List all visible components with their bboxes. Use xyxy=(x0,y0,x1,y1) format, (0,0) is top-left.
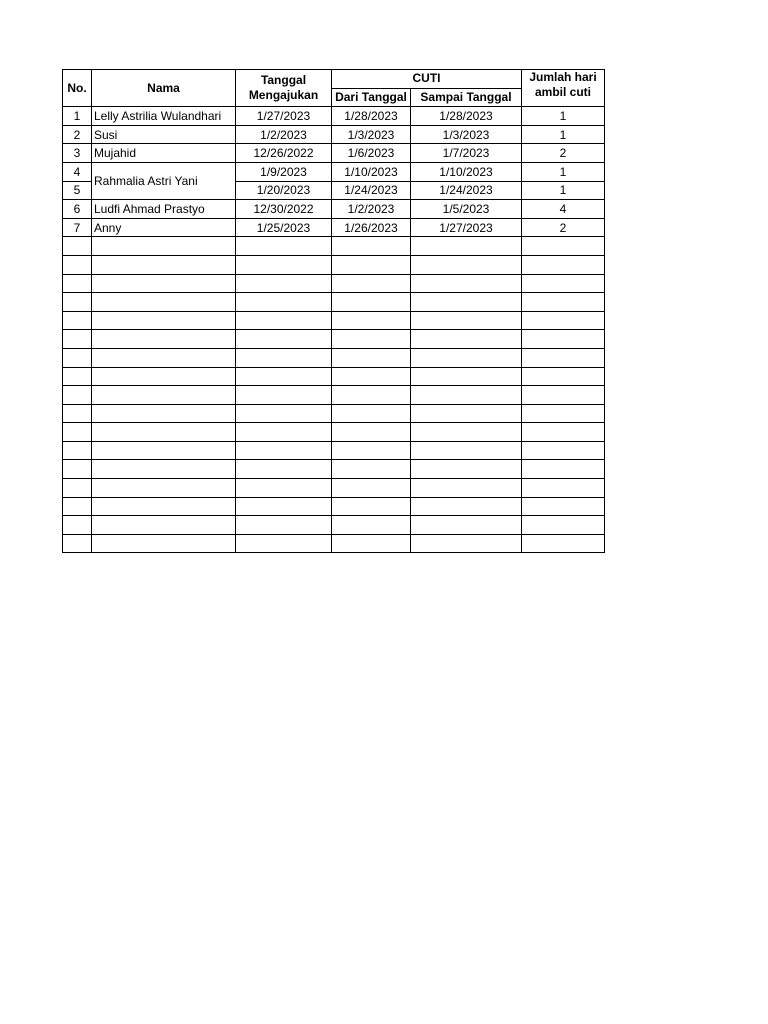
empty-cell[interactable] xyxy=(92,534,236,553)
empty-cell[interactable] xyxy=(522,330,605,349)
cell-tanggal[interactable]: 12/26/2022 xyxy=(236,144,332,163)
empty-row xyxy=(63,534,605,553)
empty-cell[interactable] xyxy=(411,534,522,553)
empty-cell[interactable] xyxy=(236,311,332,330)
table-row xyxy=(63,200,605,219)
cell-jumlah[interactable]: 4 xyxy=(522,200,605,219)
cell-tanggal[interactable]: 1/9/2023 xyxy=(236,162,332,181)
cell-no[interactable]: 3 xyxy=(63,144,92,163)
cell-jumlah[interactable]: 2 xyxy=(522,218,605,237)
empty-cell[interactable] xyxy=(522,311,605,330)
empty-cell[interactable] xyxy=(63,386,92,405)
leave-record-sheet xyxy=(62,69,605,553)
empty-cell[interactable] xyxy=(522,423,605,442)
empty-cell[interactable] xyxy=(411,348,522,367)
table-row xyxy=(63,162,605,181)
cell-dari[interactable]: 1/28/2023 xyxy=(332,107,411,126)
table-row xyxy=(63,218,605,237)
cell-dari[interactable]: 1/10/2023 xyxy=(332,162,411,181)
empty-cell[interactable] xyxy=(522,479,605,498)
empty-cell[interactable] xyxy=(92,367,236,386)
cell-dari[interactable]: 1/24/2023 xyxy=(332,181,411,200)
empty-cell[interactable] xyxy=(92,293,236,312)
header-jumlah-hari[interactable] xyxy=(522,70,605,107)
cell-tanggal[interactable]: 1/2/2023 xyxy=(236,125,332,144)
leave-table xyxy=(62,69,605,553)
cell-nama[interactable]: Mujahid xyxy=(92,144,236,163)
empty-cell[interactable] xyxy=(522,441,605,460)
cell-nama[interactable]: Rahmalia Astri Yani xyxy=(92,162,236,199)
empty-cell[interactable] xyxy=(522,237,605,256)
header-tanggal-line2: Mengajukan xyxy=(248,88,319,103)
empty-cell[interactable] xyxy=(63,460,92,479)
empty-cell[interactable] xyxy=(411,460,522,479)
cell-dari[interactable]: 1/26/2023 xyxy=(332,218,411,237)
empty-cell[interactable] xyxy=(522,404,605,423)
empty-cell[interactable] xyxy=(63,255,92,274)
empty-cell[interactable] xyxy=(332,348,411,367)
empty-cell[interactable] xyxy=(63,311,92,330)
empty-cell[interactable] xyxy=(411,497,522,516)
empty-cell[interactable] xyxy=(92,404,236,423)
empty-cell[interactable] xyxy=(332,479,411,498)
table-row xyxy=(63,144,605,163)
cell-nama[interactable]: Ludfi Ahmad Prastyo xyxy=(92,200,236,219)
empty-cell[interactable] xyxy=(63,479,92,498)
header-tanggal-line1: Tanggal xyxy=(260,73,307,88)
cell-sampai[interactable]: 1/24/2023 xyxy=(411,181,522,200)
empty-cell[interactable] xyxy=(63,534,92,553)
cell-nama[interactable]: Lelly Astrilia Wulandhari xyxy=(92,107,236,126)
cell-dari[interactable]: 1/2/2023 xyxy=(332,200,411,219)
empty-row xyxy=(63,237,605,256)
header-nama[interactable]: Nama xyxy=(92,70,236,107)
empty-cell[interactable] xyxy=(236,516,332,535)
table-row xyxy=(63,107,605,126)
empty-row xyxy=(63,348,605,367)
cell-nama[interactable]: Susi xyxy=(92,125,236,144)
empty-cell[interactable] xyxy=(92,311,236,330)
cell-sampai[interactable]: 1/10/2023 xyxy=(411,162,522,181)
empty-cell[interactable] xyxy=(332,497,411,516)
empty-cell[interactable] xyxy=(411,293,522,312)
cell-dari[interactable]: 1/6/2023 xyxy=(332,144,411,163)
empty-cell[interactable] xyxy=(236,274,332,293)
empty-cell[interactable] xyxy=(411,441,522,460)
cell-jumlah[interactable]: 2 xyxy=(522,144,605,163)
empty-cell[interactable] xyxy=(63,274,92,293)
cell-tanggal[interactable]: 1/20/2023 xyxy=(236,181,332,200)
empty-cell[interactable] xyxy=(522,386,605,405)
empty-cell[interactable] xyxy=(236,460,332,479)
empty-cell[interactable] xyxy=(411,237,522,256)
empty-cell[interactable] xyxy=(92,460,236,479)
empty-cell[interactable] xyxy=(92,479,236,498)
empty-cell[interactable] xyxy=(522,534,605,553)
empty-row xyxy=(63,330,605,349)
empty-cell[interactable] xyxy=(522,274,605,293)
empty-cell[interactable] xyxy=(411,479,522,498)
empty-cell[interactable] xyxy=(411,367,522,386)
empty-cell[interactable] xyxy=(236,441,332,460)
empty-cell[interactable] xyxy=(236,497,332,516)
empty-cell[interactable] xyxy=(92,423,236,442)
header-no[interactable]: No. xyxy=(63,70,92,107)
cell-no[interactable]: 2 xyxy=(63,125,92,144)
empty-cell[interactable] xyxy=(332,534,411,553)
empty-cell[interactable] xyxy=(92,274,236,293)
empty-row xyxy=(63,404,605,423)
empty-cell[interactable] xyxy=(332,460,411,479)
empty-cell[interactable] xyxy=(92,237,236,256)
empty-cell[interactable] xyxy=(522,460,605,479)
cell-jumlah[interactable]: 1 xyxy=(522,125,605,144)
empty-cell[interactable] xyxy=(236,237,332,256)
cell-sampai[interactable]: 1/3/2023 xyxy=(411,125,522,144)
empty-row xyxy=(63,497,605,516)
empty-cell[interactable] xyxy=(411,404,522,423)
empty-cell[interactable] xyxy=(92,386,236,405)
cell-no[interactable]: 7 xyxy=(63,218,92,237)
empty-cell[interactable] xyxy=(236,255,332,274)
cell-no[interactable]: 1 xyxy=(63,107,92,126)
empty-row xyxy=(63,423,605,442)
empty-cell[interactable] xyxy=(63,237,92,256)
empty-cell[interactable] xyxy=(522,497,605,516)
empty-row xyxy=(63,516,605,535)
header-cuti[interactable]: CUTI xyxy=(332,70,522,89)
empty-row xyxy=(63,367,605,386)
empty-cell[interactable] xyxy=(332,274,411,293)
empty-cell[interactable] xyxy=(411,386,522,405)
empty-cell[interactable] xyxy=(63,423,92,442)
empty-cell[interactable] xyxy=(332,367,411,386)
header-dari-tanggal[interactable]: Dari Tanggal xyxy=(332,88,411,107)
empty-cell[interactable] xyxy=(522,516,605,535)
empty-cell[interactable] xyxy=(236,423,332,442)
empty-cell[interactable] xyxy=(411,255,522,274)
empty-cell[interactable] xyxy=(63,348,92,367)
cell-tanggal[interactable]: 1/27/2023 xyxy=(236,107,332,126)
empty-row xyxy=(63,274,605,293)
empty-cell[interactable] xyxy=(332,404,411,423)
empty-cell[interactable] xyxy=(332,386,411,405)
empty-row xyxy=(63,386,605,405)
empty-cell[interactable] xyxy=(522,293,605,312)
cell-no[interactable]: 6 xyxy=(63,200,92,219)
empty-cell[interactable] xyxy=(236,534,332,553)
empty-cell[interactable] xyxy=(332,441,411,460)
empty-cell[interactable] xyxy=(236,479,332,498)
empty-cell[interactable] xyxy=(332,311,411,330)
cell-no[interactable]: 5 xyxy=(63,181,92,200)
empty-cell[interactable] xyxy=(63,516,92,535)
empty-row xyxy=(63,255,605,274)
empty-row xyxy=(63,311,605,330)
empty-row xyxy=(63,479,605,498)
cell-jumlah[interactable]: 1 xyxy=(522,107,605,126)
empty-cell[interactable] xyxy=(236,330,332,349)
header-jumlah-line1: Jumlah hari xyxy=(529,70,597,84)
empty-cell[interactable] xyxy=(92,255,236,274)
empty-cell[interactable] xyxy=(92,497,236,516)
empty-cell[interactable] xyxy=(63,497,92,516)
empty-cell[interactable] xyxy=(63,404,92,423)
empty-cell[interactable] xyxy=(63,441,92,460)
header-tanggal-mengajukan[interactable] xyxy=(236,70,332,107)
empty-row xyxy=(63,293,605,312)
header-jumlah-line2: ambil cuti xyxy=(534,85,591,99)
empty-cell[interactable] xyxy=(332,516,411,535)
empty-cell[interactable] xyxy=(332,255,411,274)
empty-cell[interactable] xyxy=(236,348,332,367)
cell-sampai[interactable]: 1/27/2023 xyxy=(411,218,522,237)
table-row xyxy=(63,125,605,144)
cell-dari[interactable]: 1/3/2023 xyxy=(332,125,411,144)
empty-cell[interactable] xyxy=(236,367,332,386)
empty-cell[interactable] xyxy=(332,293,411,312)
empty-cell[interactable] xyxy=(411,274,522,293)
empty-cell[interactable] xyxy=(236,293,332,312)
cell-sampai[interactable]: 1/7/2023 xyxy=(411,144,522,163)
empty-cell[interactable] xyxy=(332,237,411,256)
header-sampai-tanggal[interactable]: Sampai Tanggal xyxy=(411,88,522,107)
empty-cell[interactable] xyxy=(92,348,236,367)
cell-no[interactable]: 4 xyxy=(63,162,92,181)
empty-cell[interactable] xyxy=(63,330,92,349)
cell-tanggal[interactable]: 1/25/2023 xyxy=(236,218,332,237)
empty-cell[interactable] xyxy=(332,330,411,349)
empty-cell[interactable] xyxy=(411,311,522,330)
empty-row xyxy=(63,441,605,460)
empty-cell[interactable] xyxy=(236,404,332,423)
cell-sampai[interactable]: 1/5/2023 xyxy=(411,200,522,219)
empty-cell[interactable] xyxy=(522,255,605,274)
empty-cell[interactable] xyxy=(522,348,605,367)
empty-cell[interactable] xyxy=(92,330,236,349)
empty-cell[interactable] xyxy=(522,367,605,386)
empty-cell[interactable] xyxy=(92,441,236,460)
empty-cell[interactable] xyxy=(63,293,92,312)
header-row-1 xyxy=(63,70,605,89)
cell-tanggal[interactable]: 12/30/2022 xyxy=(236,200,332,219)
empty-cell[interactable] xyxy=(411,516,522,535)
empty-cell[interactable] xyxy=(411,423,522,442)
cell-nama[interactable]: Anny xyxy=(92,218,236,237)
cell-jumlah[interactable]: 1 xyxy=(522,162,605,181)
empty-cell[interactable] xyxy=(92,516,236,535)
empty-row xyxy=(63,460,605,479)
cell-jumlah[interactable]: 1 xyxy=(522,181,605,200)
cell-sampai[interactable]: 1/28/2023 xyxy=(411,107,522,126)
empty-cell[interactable] xyxy=(236,386,332,405)
empty-cell[interactable] xyxy=(63,367,92,386)
empty-cell[interactable] xyxy=(332,423,411,442)
empty-cell[interactable] xyxy=(411,330,522,349)
